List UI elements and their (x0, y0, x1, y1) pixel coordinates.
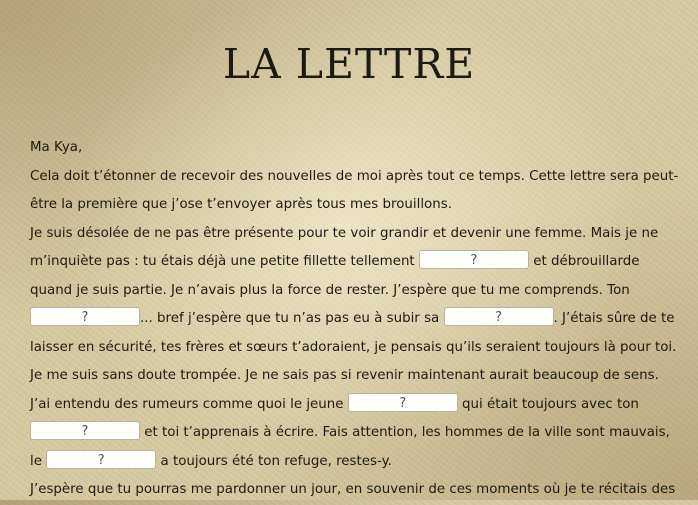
blank-input-5[interactable]: ? (30, 421, 140, 440)
page-title: LA LETTRE (222, 40, 476, 88)
letter-body (30, 134, 680, 505)
letter-text: Cela doit t’étonner de recevoir des nouvelles de moi après tout ce temps. Cette lettre sera peut-être la première que j’ose t’envoyer après tous mes brouillons. (30, 168, 679, 212)
letter-text: . J’étais sûre de te laisser en sécurité, tes frères et sœurs t’adoraient, je pensais qu’ils seraient toujours là pour toi. Je me suis sans doute trompée. Je ne sais pas si revenir maintenant aurait beaucoup de sens. (30, 311, 677, 383)
letter-text: ... bref j’espère que tu n’as pas eu à subir sa (140, 311, 440, 326)
letter-text: qui était toujours avec ton (462, 396, 639, 412)
letter-text: a toujours été ton refuge, restes-y. (160, 453, 392, 469)
letter-paragraph-4 (30, 476, 680, 505)
letter-text: et toi t’apprenais à écrire. Fais attention, les hommes de la ville sont mauvais, le (30, 425, 670, 469)
letter-text: Je suis désolée de ne pas être présente pour te voir grandir et devenir une femme. Mais je ne m’inquiète pas : tu étais déjà une petite fillette tellement (30, 225, 659, 269)
blank-input-2[interactable]: ? (30, 307, 140, 326)
blank-input-4[interactable]: ? (348, 393, 458, 412)
letter-greeting: Ma Kya, (30, 140, 83, 155)
letter-paragraph-1 (30, 163, 680, 220)
blank-input-3[interactable]: ? (444, 307, 554, 326)
letter-text: J’espère que tu pourras me pardonner un jour, en souvenir de ces moments où je te récitais des (30, 482, 676, 497)
letter-text: et débrouillarde quand je suis partie. Je n’avais plus la force de rester. J’espère que tu me comprends. Ton (30, 254, 640, 298)
blank-input-6[interactable]: ? (46, 450, 156, 469)
letter-paragraph-2 (30, 220, 680, 391)
letter-paragraph-3 (30, 391, 680, 477)
blank-input-1[interactable]: ? (419, 250, 529, 269)
letter-text: J’ai entendu des rumeurs comme quoi le jeune (30, 396, 344, 412)
